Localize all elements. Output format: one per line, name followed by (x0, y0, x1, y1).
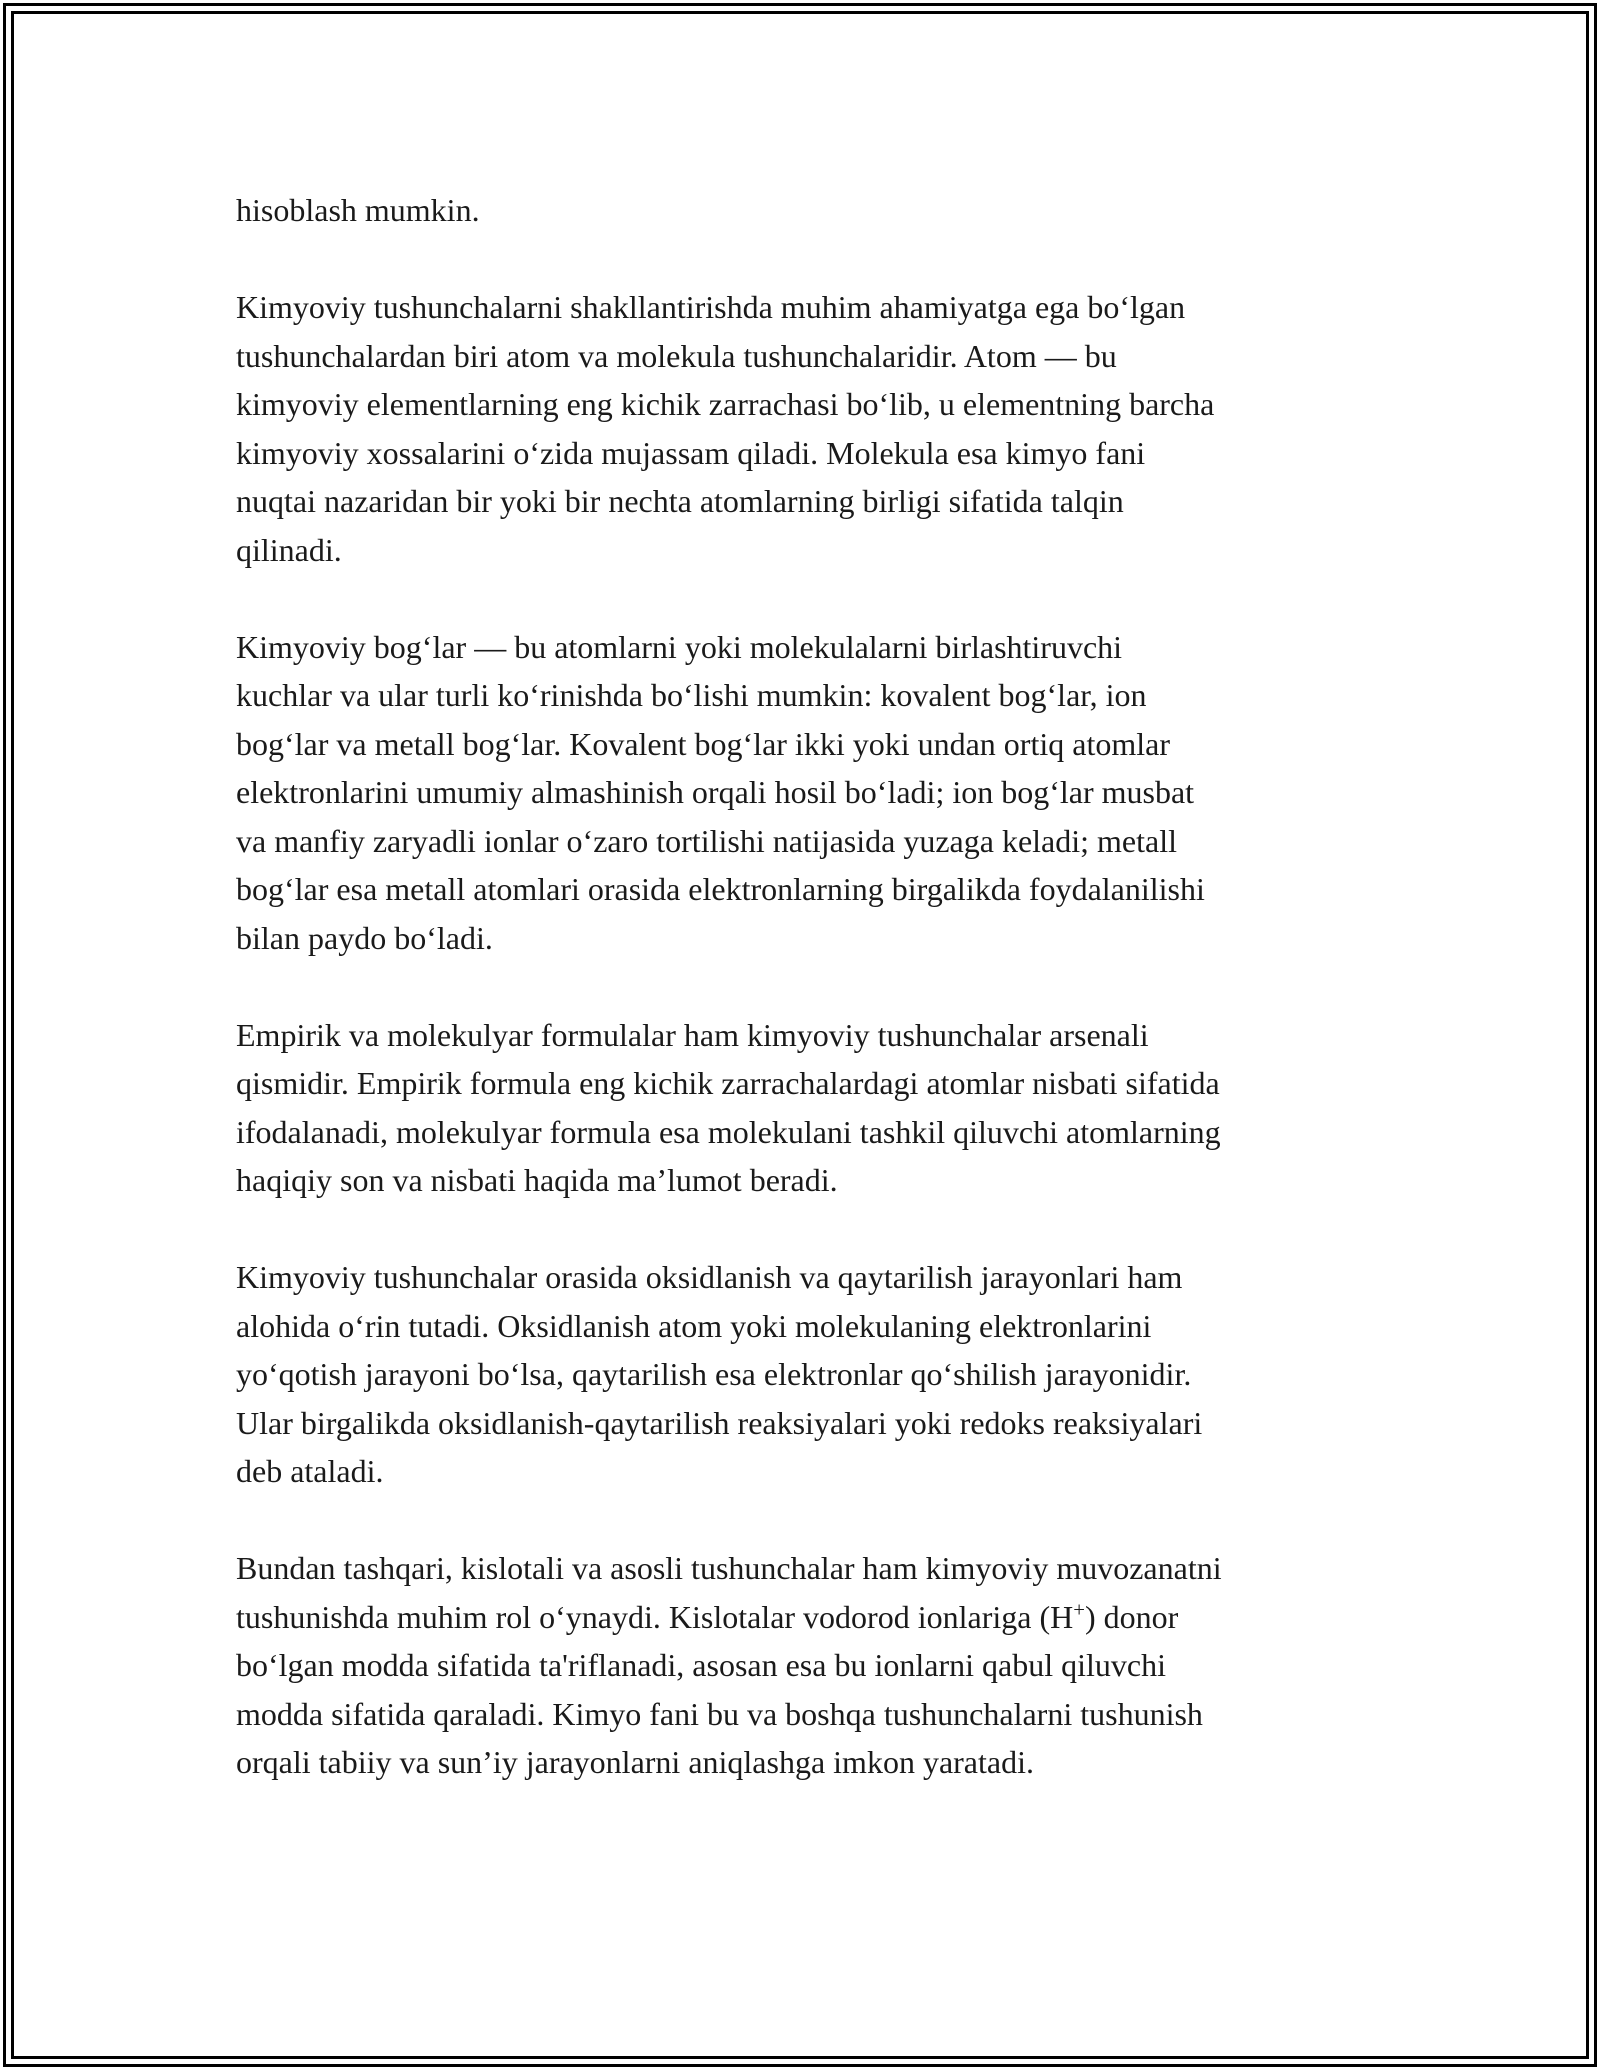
text-line: Empirik va molekulyar formulalar ham kimyoviy tushunchalar arsenali (236, 1016, 1149, 1053)
paragraph-acids-bases (236, 1544, 1376, 1787)
text-line: qismidir. Empirik formula eng kichik zarrachalardagi atomlar nisbati sifatida (236, 1065, 1220, 1101)
text-line: va manfiy zaryadli ionlar o‘zaro tortilishi natijasida yuzaga keladi; metall (236, 822, 1177, 859)
paragraph (236, 623, 1376, 963)
text-line: yo‘qotish jarayoni bo‘lsa, qaytarilish esa elektronlar qo‘shilish jarayonidir. (236, 1356, 1192, 1392)
document-body (236, 186, 1376, 1835)
hydrogen-ion-charge: + (1073, 1597, 1085, 1621)
text-line: ) donor (1084, 1598, 1179, 1635)
text-line: tushunchalardan biri atom va molekula tushunchalaridir. Atom — bu (236, 337, 1117, 374)
text-line: Kimyoviy tushunchalar orasida oksidlanish va qaytarilish jarayonlari ham (236, 1259, 1183, 1295)
text-line: nuqtai nazaridan bir yoki bir nechta atomlarning birligi sifatida talqin (236, 483, 1124, 519)
text-line: bog‘lar esa metall atomlari orasida elektronlarning birgalikda foydalanilishi (236, 871, 1205, 907)
paragraph-list (236, 186, 1376, 1496)
text-line: bog‘lar va metall bog‘lar. Kovalent bog‘lar ikki yoki undan ortiq atomlar (236, 725, 1170, 762)
text-line: bilan paydo bo‘ladi. (236, 919, 493, 956)
text-line: modda sifatida qaraladi. Kimyo fani bu va boshqa tushunchalarni tushunish (236, 1695, 1203, 1732)
text-line: orqali tabiiy va sun’iy jarayonlarni aniqlashga imkon yaratadi. (236, 1744, 1034, 1780)
text-line: ifodalanadi, molekulyar formula esa molekulani tashkil qiluvchi atomlarning (236, 1113, 1221, 1150)
text-line: kuchlar va ular turli ko‘rinishda bo‘lishi mumkin: kovalent bog‘lar, ion (236, 677, 1147, 713)
text-line: kimyoviy xossalarini o‘zida mujassam qiladi. Molekula esa kimyo fani (236, 434, 1146, 471)
text-line: Kimyoviy bog‘lar — bu atomlarni yoki molekulalarni birlashtiruvchi (236, 628, 1123, 665)
paragraph (236, 186, 1376, 235)
text-line: Bundan tashqari, kislotali va asosli tushunchalar ham kimyoviy muvozanatni (236, 1550, 1222, 1586)
text-line: elektronlarini umumiy almashinish orqali hosil bo‘ladi; ion bog‘lar musbat (236, 774, 1195, 810)
text-line: alohida o‘rin tutadi. Oksidlanish atom yoki molekulaning elektronlarini (236, 1307, 1152, 1344)
text-line: hisoblash mumkin. (236, 192, 480, 228)
text-line: Kimyoviy tushunchalarni shakllantirishda muhim ahamiyatga ega bo‘lgan (236, 289, 1186, 325)
text-line: deb ataladi. (236, 1453, 384, 1489)
text-line: tushunishda muhim rol o‘ynaydi. Kislotalar vodorod ionlariga (H (236, 1598, 1074, 1635)
text-line: qilinadi. (236, 531, 342, 568)
paragraph (236, 1011, 1376, 1205)
text-line: Ular birgalikda oksidlanish-qaytarilish reaksiyalari yoki redoks reaksiyalari (236, 1404, 1203, 1441)
paragraph (236, 1253, 1376, 1496)
text-line: bo‘lgan modda sifatida ta'riflanadi, asosan esa bu ionlarni qabul qiluvchi (236, 1647, 1166, 1683)
text-line: haqiqiy son va nisbati haqida ma’lumot beradi. (236, 1162, 838, 1198)
paragraph (236, 283, 1376, 574)
text-line: kimyoviy elementlarning eng kichik zarrachasi bo‘lib, u elementning barcha (236, 386, 1215, 422)
